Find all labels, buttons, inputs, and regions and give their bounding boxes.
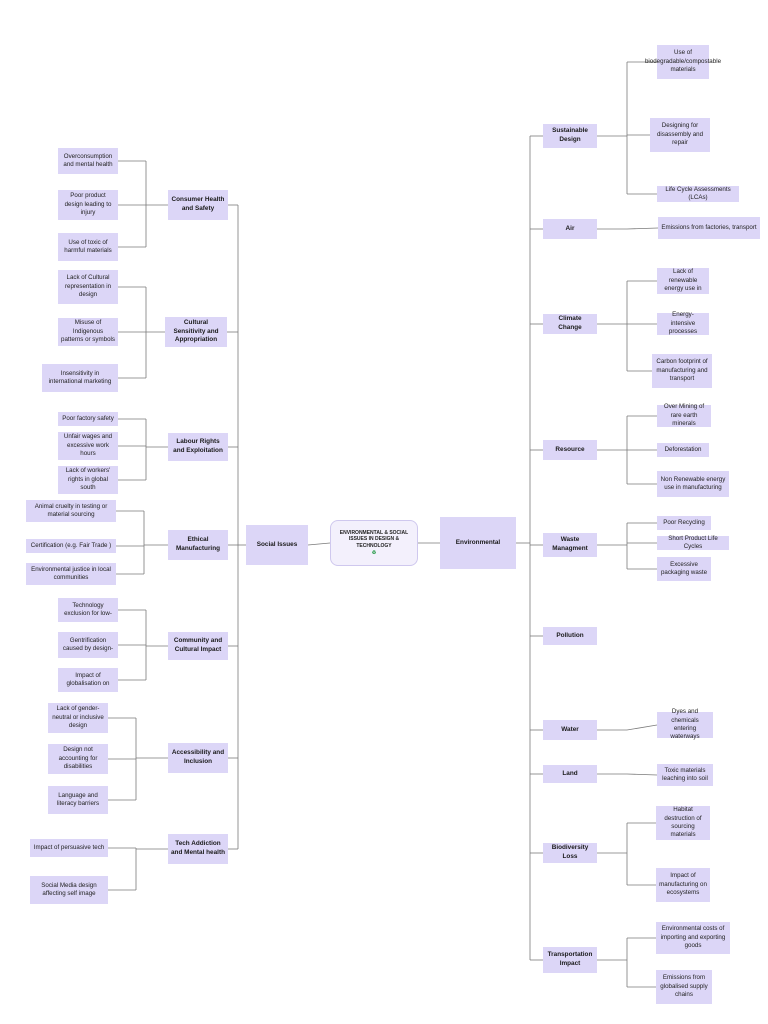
social-leaf-label: Gentrification caused by design- [62,636,114,652]
env-leaf-label: Short Product Life Cycles [668,534,718,550]
env-leaf[interactable] [657,536,729,550]
env-topic-water-label: Water [561,725,579,733]
social-leaf[interactable] [58,148,118,174]
env-leaf[interactable] [657,186,739,202]
env-topic-sustainable-design-label: Sustainable Design [552,127,588,143]
social-leaf[interactable] [58,318,118,346]
env-leaf-label: Life Cycle Assessments (LCAs) [665,185,731,201]
env-leaf[interactable] [657,764,713,786]
social-leaf[interactable] [58,466,118,494]
branch-social-issues-label: Social Issues [256,540,298,548]
social-leaf-label: Impact of persuasive tech [33,843,105,851]
env-leaf[interactable] [656,806,710,840]
env-leaf-label: Energy-intensive processes [668,311,698,336]
env-topic-waste-managment[interactable] [543,533,597,557]
social-leaf-label: Animal cruelty in testing or material sourcing [34,502,108,518]
social-leaf-label: Language and literacy barriers [56,791,100,807]
social-topic-ethical-manufacturing[interactable] [168,530,228,560]
env-leaf[interactable] [656,868,710,902]
social-leaf-label: Lack of gender-neutral or inclusive design [52,705,104,730]
social-leaf-label: Lack of workers' rights in global south [65,467,111,492]
env-topic-biodiversity-loss[interactable] [543,843,597,863]
env-leaf[interactable] [657,516,711,530]
social-leaf[interactable] [58,412,118,426]
env-leaf-label: Habitat destruction of sourcing materials [664,806,702,839]
social-leaf-label: Use of toxic of harmful materials [64,238,112,254]
social-leaf[interactable] [58,233,118,261]
social-topic-accessibility-and-inclusion-label: Accessibility and Inclusion [171,749,225,765]
social-leaf[interactable] [26,563,116,585]
env-leaf[interactable] [644,45,722,79]
social-leaf[interactable] [58,668,118,692]
root-topic[interactable] [330,520,418,566]
social-topic-tech-addiction-and-mental-health[interactable] [168,834,228,864]
branch-environmental-label: Environmental [455,538,501,546]
env-leaf-label: Toxic materials leaching into soil [662,766,708,782]
env-topic-biodiversity-loss-label: Biodiversity Loss [551,844,589,860]
recycle-icon: ♻ [371,549,377,556]
social-topic-community-and-cultural-impact[interactable] [168,632,228,660]
connector-root-social [308,543,330,545]
env-topic-climate-change-label: Climate Change [558,315,582,331]
env-topic-transportation-impact-label: Transportation Impact [547,951,593,967]
social-leaf[interactable] [30,839,108,857]
env-leaf-label: Environmental costs of importing and exporting goods [660,925,726,950]
social-leaf-label: Poor factory safety [62,414,114,422]
social-topic-consumer-health-and-safety-label: Consumer Health and Safety [171,196,225,212]
env-leaf-label: Impact of manufacturing on ecosystems [659,872,707,897]
connector-leaf [627,228,658,229]
env-leaf[interactable] [657,313,709,335]
env-leaf[interactable] [657,708,713,741]
env-leaf[interactable] [656,922,730,954]
social-leaf-label: Certification (e.g. Fair Trade ) [30,541,112,549]
env-topic-climate-change[interactable] [543,314,597,334]
social-topic-cultural-sensitivity-and-appropriation-label: Cultural Sensitivity and Appropriation [173,319,219,344]
env-leaf[interactable] [657,268,709,294]
social-leaf[interactable] [30,876,108,904]
social-leaf[interactable] [26,500,116,522]
env-leaf-label: Over Mining of rare earth minerals [663,403,705,428]
env-topic-resource-label: Resource [555,445,585,453]
social-leaf[interactable] [48,786,108,814]
env-topic-land[interactable] [543,765,597,783]
env-leaf-label: Poor Recycling [663,518,705,526]
social-leaf-label: Social Media design affecting self image [41,881,97,897]
env-leaf[interactable] [658,217,760,239]
social-leaf[interactable] [48,703,108,733]
connector-leaf [627,774,657,775]
env-topic-pollution[interactable] [543,627,597,645]
connector-leaf [627,725,657,730]
env-leaf-label: Use of biodegradable/compostable materials [644,49,722,74]
social-leaf[interactable] [58,432,118,460]
env-leaf[interactable] [657,405,711,427]
social-leaf[interactable] [58,632,118,658]
social-topic-tech-addiction-and-mental-health-label: Tech Addiction and Mental health [171,840,225,856]
social-topic-cultural-sensitivity-and-appropriation[interactable] [165,317,227,347]
env-topic-waste-managment-label: Waste Managment [552,536,588,552]
social-leaf[interactable] [58,598,118,622]
social-leaf[interactable] [26,539,116,553]
env-leaf-label: Excessive packaging waste [660,560,708,576]
social-topic-labour-rights-and-exploitation-label: Labour Rights and Exploitation [173,438,223,454]
social-leaf-label: Environmental justice in local communities [31,565,111,581]
social-leaf-label: Unfair wages and excessive work hours [63,433,113,458]
social-leaf-label: Design not accounting for disabilities [58,746,98,771]
env-topic-transportation-impact[interactable] [543,947,597,973]
social-leaf-label: Insensitivity in international marketing [48,369,112,385]
social-leaf[interactable] [58,190,118,220]
social-topic-accessibility-and-inclusion[interactable] [168,743,228,773]
env-leaf-label: Non Renewable energy use in manufacturing [660,475,726,491]
social-leaf-label: Technology exclusion for low- [64,601,112,617]
env-leaf[interactable] [657,557,711,581]
env-leaf[interactable] [657,471,729,497]
env-leaf[interactable] [657,443,709,457]
social-leaf-label: Poor product design leading to injury [64,192,112,217]
env-topic-resource[interactable] [543,440,597,460]
env-leaf[interactable] [656,970,712,1004]
social-leaf[interactable] [58,270,118,304]
social-topic-ethical-manufacturing-label: Ethical Manufacturing [175,536,221,552]
social-topic-labour-rights-and-exploitation[interactable] [168,433,228,461]
branch-social-issues[interactable] [246,525,308,565]
social-leaf[interactable] [48,744,108,774]
env-leaf-label: Lack of renewable energy use in [664,268,702,293]
env-leaf[interactable] [652,354,712,388]
social-leaf[interactable] [42,364,118,392]
branch-environmental[interactable] [440,517,516,569]
env-topic-air[interactable] [543,219,597,239]
env-topic-water[interactable] [543,720,597,740]
social-topic-consumer-health-and-safety[interactable] [168,190,228,220]
env-topic-sustainable-design[interactable] [543,124,597,148]
social-topic-community-and-cultural-impact-label: Community and Cultural Impact [173,637,223,653]
env-leaf-label: Carbon footprint of manufacturing and transport [656,358,708,383]
env-topic-pollution-label: Pollution [556,631,584,639]
social-leaf-label: Lack of Cultural representation in design [64,274,112,299]
env-leaf-label: Emissions from globalised supply chains [660,974,708,999]
env-leaf-label: Designing for disassembly and repair [656,122,704,147]
env-leaf-label: Emissions from factories, transport [661,223,757,231]
env-leaf-label: Dyes and chemicals entering waterways [670,708,700,741]
social-leaf-label: Overconsumption and mental health [63,152,113,168]
root-topic-label: ENVIRONMENTAL & SOCIAL ISSUES IN DESIGN & TECHNOLOGY [339,529,409,549]
env-leaf[interactable] [650,118,710,152]
social-leaf-label: Impact of globalisation on [66,671,110,687]
social-leaf-label: Misuse of Indigenous patterns or symbols [61,319,115,344]
env-topic-land-label: Land [562,769,578,777]
env-topic-air-label: Air [565,224,575,232]
env-leaf-label: Deforestation [664,445,702,453]
